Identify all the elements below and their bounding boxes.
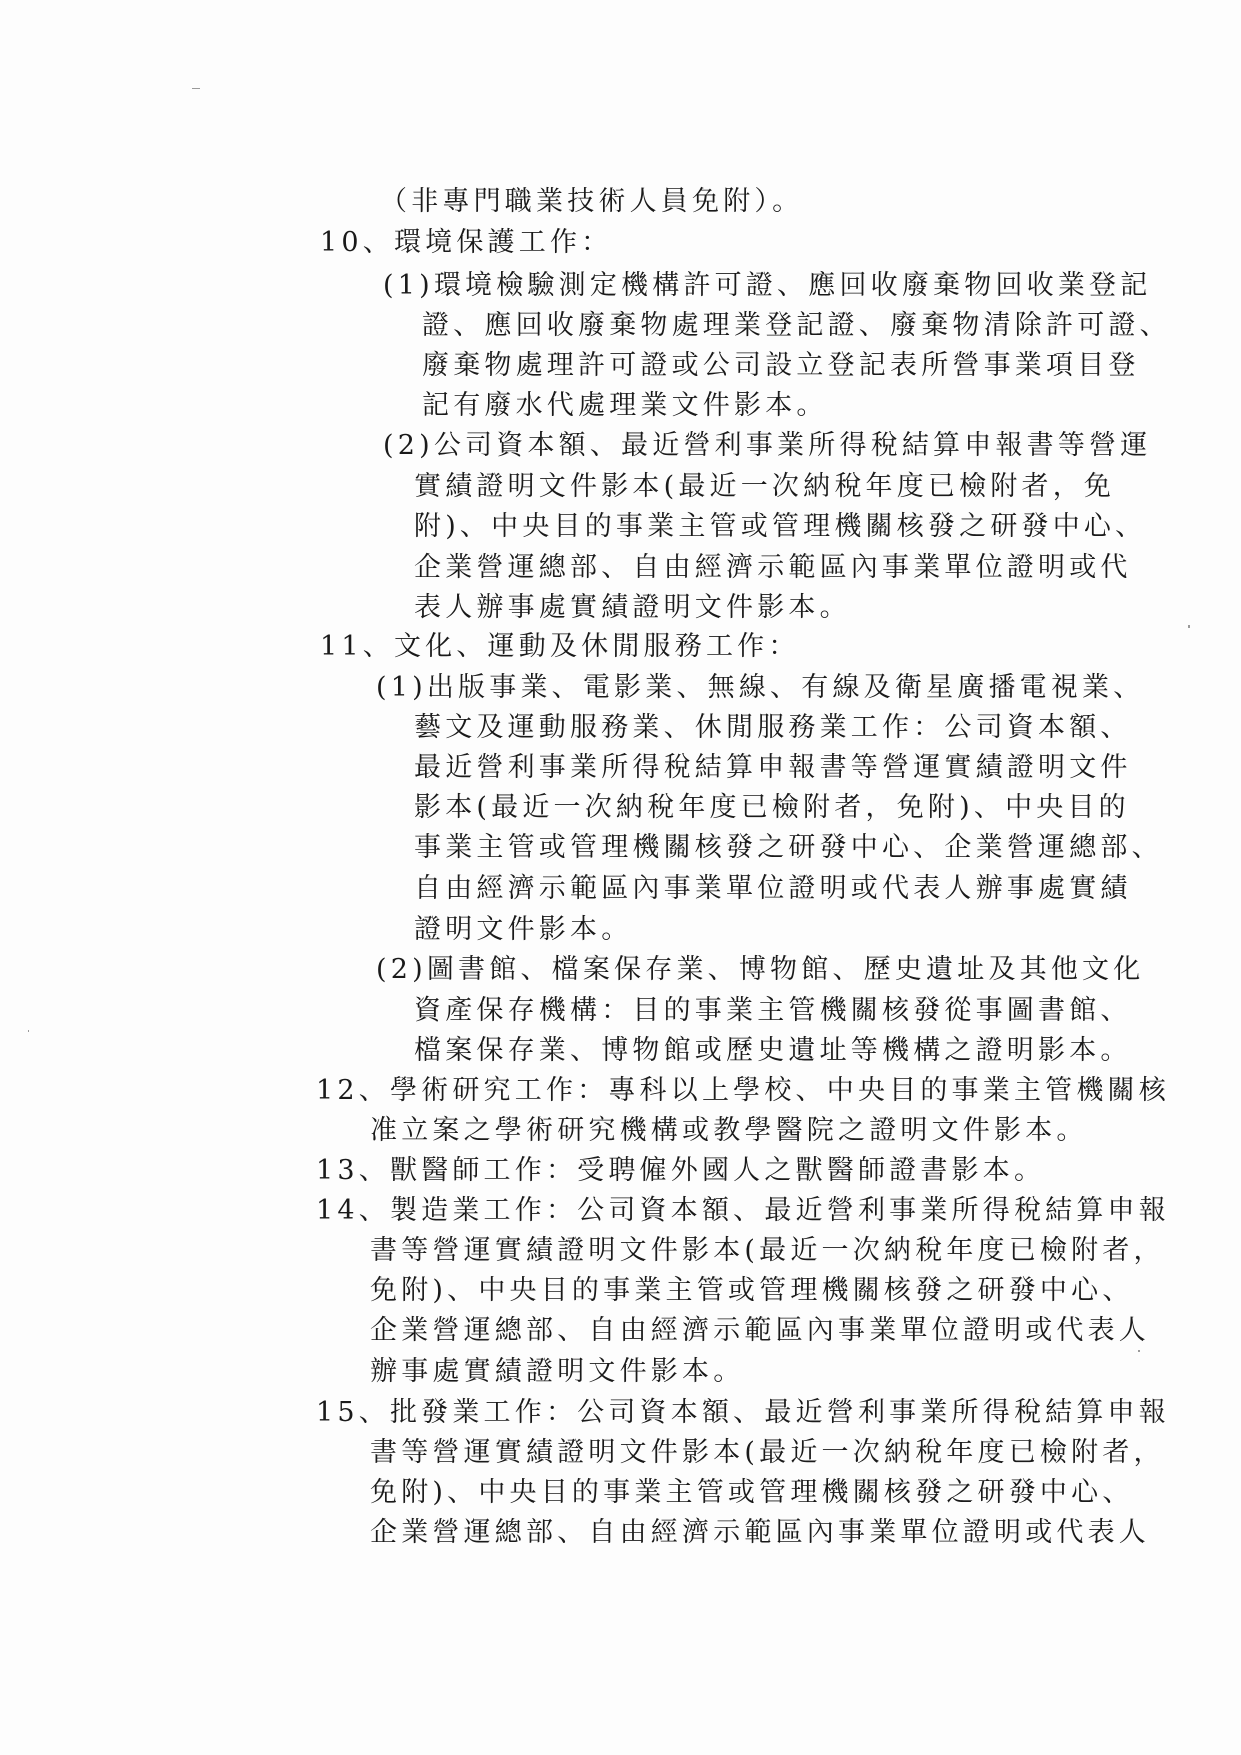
text-line: 附)、中央目的事業主管或管理機關核發之研發中心、 bbox=[414, 511, 1147, 542]
text-line: 准立案之學術研究機構或教學醫院之證明文件影本。 bbox=[370, 1115, 1088, 1146]
text-line: 辦事處實績證明文件影本。 bbox=[370, 1356, 745, 1387]
text-line: 企業營運總部、自由經濟示範區內事業單位證明或代表人 bbox=[370, 1517, 1150, 1548]
section-heading-13: 13、獸醫師工作：受聘僱外國人之獸醫師證書影本。 bbox=[316, 1155, 1046, 1186]
section-heading-12: 12、學術研究工作：專科以上學校、中央目的事業主管機關核 bbox=[316, 1075, 1170, 1106]
scan-speck bbox=[1188, 625, 1190, 628]
text-line: (1)環境檢驗測定機構許可證、應回收廢棄物回收業登記 bbox=[383, 270, 1152, 301]
text-line: (1)出版事業、電影業、無線、有線及衛星廣播電視業、 bbox=[376, 672, 1145, 703]
text-line: 書等營運實績證明文件影本(最近一次納稅年度已檢附者， bbox=[370, 1235, 1165, 1266]
text-line: 影本(最近一次納稅年度已檢附者，免附)、中央目的 bbox=[414, 792, 1130, 823]
section-heading-11: 11、文化、運動及休閒服務工作： bbox=[320, 631, 800, 662]
text-line: 資產保存機構：目的事業主管機關核發從事圖書館、 bbox=[414, 995, 1132, 1026]
text-line: 證明文件影本。 bbox=[414, 914, 633, 945]
scan-speck bbox=[28, 1030, 29, 1032]
text-line: 藝文及運動服務業、休閒服務業工作：公司資本額、 bbox=[414, 712, 1132, 743]
section-heading-10: 10、環境保護工作： bbox=[320, 227, 613, 258]
text-line: 免附)、中央目的事業主管或管理機關核發之研發中心、 bbox=[370, 1275, 1134, 1306]
text-line: 事業主管或管理機關核發之研發中心、企業營運總部、 bbox=[414, 832, 1163, 863]
scan-speck bbox=[192, 88, 200, 89]
text-line: 企業營運總部、自由經濟示範區內事業單位證明或代 bbox=[414, 552, 1132, 583]
text-line: 企業營運總部、自由經濟示範區內事業單位證明或代表人 bbox=[370, 1315, 1150, 1346]
text-line: 廢棄物處理許可證或公司設立登記表所營事業項目登 bbox=[422, 350, 1140, 381]
text-line: （非專門職業技術人員免附）。 bbox=[380, 186, 804, 217]
section-heading-14: 14、製造業工作：公司資本額、最近營利事業所得稅結算申報 bbox=[316, 1195, 1170, 1226]
text-line: 記有廢水代處理業文件影本。 bbox=[422, 390, 828, 421]
text-line: (2)圖書館、檔案保存業、博物館、歷史遺址及其他文化 bbox=[376, 954, 1145, 985]
scan-speck bbox=[1138, 1350, 1140, 1352]
text-line: 書等營運實績證明文件影本(最近一次納稅年度已檢附者， bbox=[370, 1437, 1165, 1468]
text-line: 表人辦事處實績證明文件影本。 bbox=[414, 592, 851, 623]
text-line: 最近營利事業所得稅結算申報書等營運實績證明文件 bbox=[414, 752, 1132, 783]
text-line: (2)公司資本額、最近營利事業所得稅結算申報書等營運 bbox=[383, 430, 1152, 461]
text-line: 自由經濟示範區內事業單位證明或代表人辦事處實績 bbox=[414, 873, 1132, 904]
text-line: 免附)、中央目的事業主管或管理機關核發之研發中心、 bbox=[370, 1477, 1134, 1508]
text-line: 證、應回收廢棄物處理業登記證、廢棄物清除許可證、 bbox=[422, 310, 1171, 341]
text-line: 檔案保存業、博物館或歷史遺址等機構之證明影本。 bbox=[414, 1035, 1132, 1066]
section-heading-15: 15、批發業工作：公司資本額、最近營利事業所得稅結算申報 bbox=[316, 1397, 1170, 1428]
text-line: 實績證明文件影本(最近一次納稅年度已檢附者，免 bbox=[414, 471, 1116, 502]
